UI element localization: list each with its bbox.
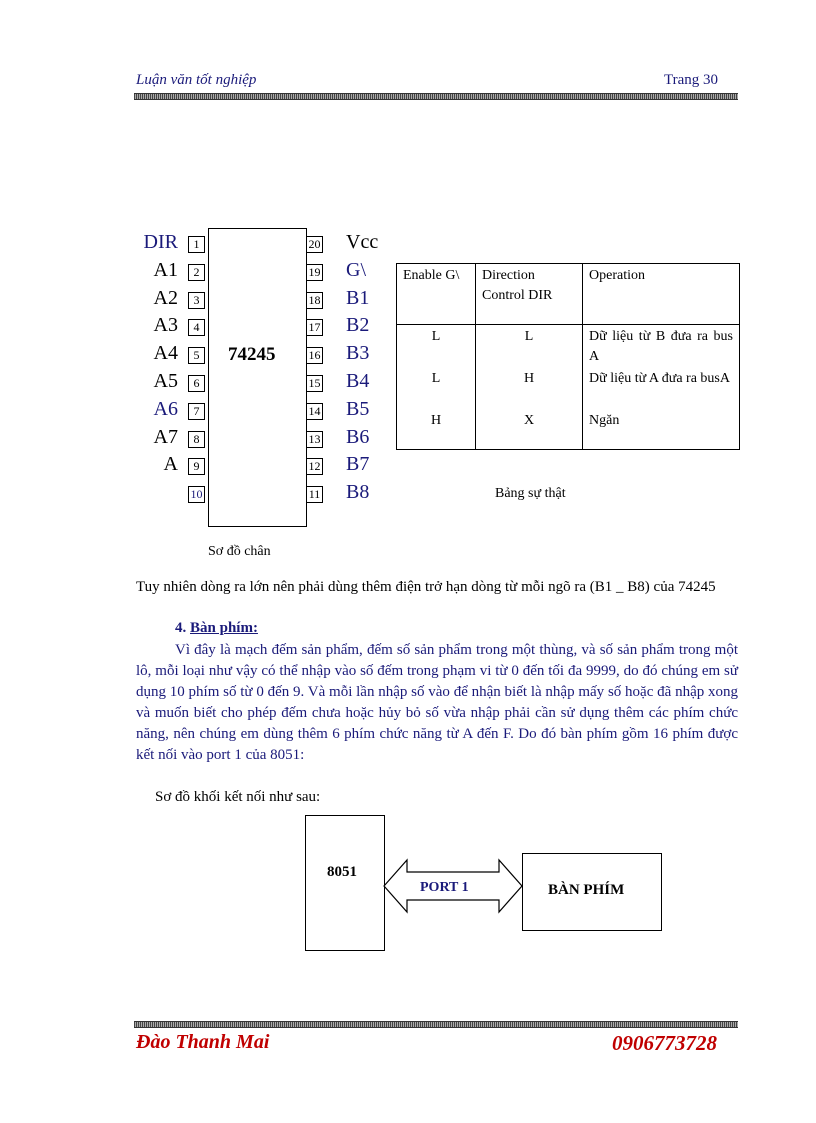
pin-label: Vcc xyxy=(346,231,379,253)
pin-label: B1 xyxy=(346,286,370,309)
paragraph-diagram-intro: Sơ đồ khối kết nối như sau: xyxy=(155,789,321,805)
keyboard-label: BÀN PHÍM xyxy=(548,882,625,898)
header-direction: Direction Control DIR xyxy=(476,264,583,325)
pin-label: B4 xyxy=(346,370,370,392)
pin-label: A7 xyxy=(153,425,178,448)
pin-label: A xyxy=(163,453,178,476)
pin-label: B5 xyxy=(346,397,370,420)
pin-label: DIR xyxy=(143,231,178,253)
table-cell: L xyxy=(431,371,441,386)
table-cell: L xyxy=(431,329,441,344)
ic-name: 74245 xyxy=(228,344,276,365)
pin-label: B7 xyxy=(346,453,370,476)
truth-table-header xyxy=(397,264,740,325)
pin-label: A1 xyxy=(153,258,178,281)
table-cell: Dữ liệu từ A đưa ra busA xyxy=(589,371,730,386)
table-cell: L xyxy=(524,329,534,344)
mcu-8051-block xyxy=(305,815,385,951)
mcu-8051-label: 8051 xyxy=(327,864,357,880)
pin-label: G\ xyxy=(346,258,366,281)
operation-column xyxy=(583,325,740,450)
pin-number: 5 xyxy=(188,347,205,364)
ic-body xyxy=(208,228,307,527)
pin-number: 11 xyxy=(306,486,323,503)
pin-number: 20 xyxy=(306,236,323,253)
truth-table-caption: Bảng sự thật xyxy=(495,486,566,501)
pin-number: 15 xyxy=(306,375,323,392)
author-phone: 0906773728 xyxy=(612,1031,717,1055)
header-title: Luận văn tốt nghiệp xyxy=(136,72,257,88)
pin-number: 19 xyxy=(306,264,323,281)
table-cell: H xyxy=(523,371,535,386)
pin-number: 3 xyxy=(188,292,205,309)
author-name: Đào Thanh Mai xyxy=(136,1031,270,1053)
pin-number: 16 xyxy=(306,347,323,364)
pin-number: 9 xyxy=(188,458,205,475)
pin-number: 8 xyxy=(188,431,205,448)
header-operation: Operation xyxy=(583,264,740,325)
pin-label: A4 xyxy=(153,342,178,365)
enable-column xyxy=(397,325,476,450)
pin-label: A6 xyxy=(153,397,178,420)
page-number: Trang 30 xyxy=(664,72,719,88)
paragraph-resistor: Tuy nhiên dòng ra lớn nên phải dùng thêm điện trở hạn dòng từ mỗi ngõ ra (B1 _ B8) của 74245 xyxy=(136,579,716,595)
paragraph-keyboard: Vì đây là mạch đếm sản phẩm, đếm số sản phẩm trong một thùng, và số sản phẩm trong một lô, mỗi loại như vậy có thể nhập vào số đếm trong phạm vi từ 0 đến tối đa 9999, do đó chúng em sử dụng 10 phím số từ 0 đến 9. Và mỗi lần nhập số vào để nhận biết là nhập mấy số hoặc đã nhập xong và muốn biết cho phép đếm chưa hoặc hủy bỏ số vừa nhập phải cần sử dụng thêm các phím chức năng, nên chúng em dùng thêm 6 phím chức năng từ A đến F. Do đó bàn phím gồm 16 phím được kết nối vào port 1 của 8051: xyxy=(136,642,738,763)
ic-caption: Sơ đồ chân xyxy=(208,544,271,559)
pin-label: A3 xyxy=(153,314,178,337)
pin-label: A5 xyxy=(153,370,178,392)
header-enable: Enable G\ xyxy=(397,264,476,325)
pin-number: 7 xyxy=(188,403,205,420)
pin-number: 10 xyxy=(188,486,205,503)
footer-rule xyxy=(134,1021,738,1028)
pin-number: 13 xyxy=(306,431,323,448)
header-rule xyxy=(134,93,738,100)
pin-number: 6 xyxy=(188,375,205,392)
table-cell: X xyxy=(523,413,535,428)
truth-table xyxy=(396,263,740,450)
pin-label: B2 xyxy=(346,314,370,337)
section-heading xyxy=(175,620,258,637)
section-title: Bàn phím: xyxy=(190,620,258,636)
table-cell: Ngăn xyxy=(589,413,620,428)
pin-label: A2 xyxy=(153,286,178,309)
pin-number: 4 xyxy=(188,319,205,336)
table-cell: H xyxy=(430,413,442,428)
pin-label: B3 xyxy=(346,342,370,365)
pin-number: 17 xyxy=(306,319,323,336)
pin-number: 18 xyxy=(306,292,323,309)
pin-number: 12 xyxy=(306,458,323,475)
pin-number: 2 xyxy=(188,264,205,281)
truth-table-body xyxy=(397,325,740,450)
port-label: PORT 1 xyxy=(420,880,469,895)
pin-number: 14 xyxy=(306,403,323,420)
pin-label: B8 xyxy=(346,481,370,504)
direction-column xyxy=(476,325,583,450)
section-number: 4. xyxy=(175,620,187,636)
pin-number: 1 xyxy=(188,236,205,253)
table-cell: Dữ liệu từ B đưa ra bus A xyxy=(589,329,733,364)
pin-label: B6 xyxy=(346,425,370,448)
